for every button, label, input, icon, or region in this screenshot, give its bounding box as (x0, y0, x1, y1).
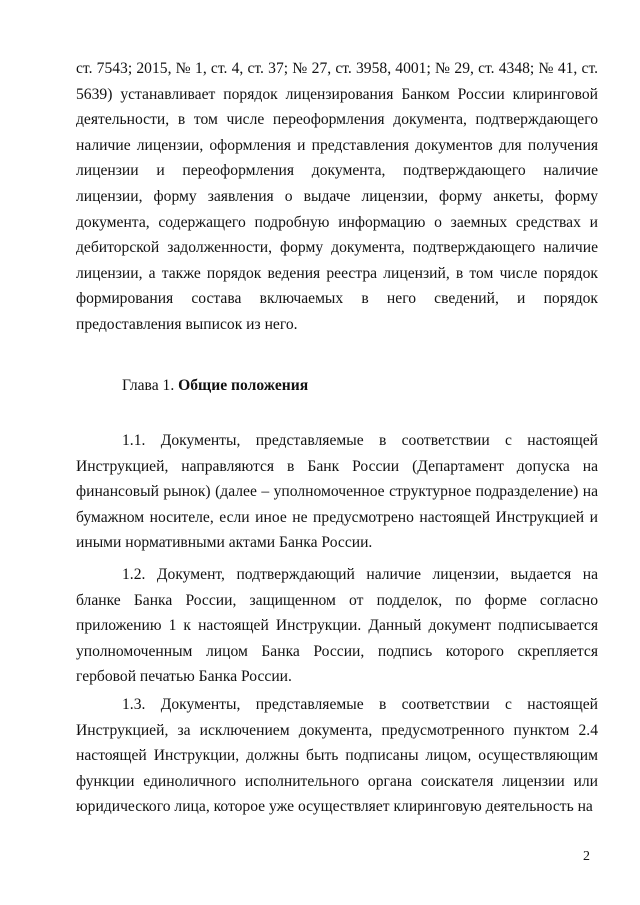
chapter-prefix: Глава 1. (122, 377, 175, 394)
chapter-heading (122, 373, 308, 399)
paragraph-1-1: 1.1. Документы, представляемые в соответствии с настоящей Инструкцией, направляются в Банк России (Департамент допуска на финансовый рынок) (далее – уполномоченное структурное подразделение) на бумажном носителе, если иное не предусмотрено настоящей Инструкцией и иными нормативными актами Банка России. (76, 432, 598, 552)
chapter-title: Общие положения (178, 377, 309, 394)
page-number: 2 (583, 849, 590, 864)
intro-paragraph: ст. 7543; 2015, № 1, ст. 4, ст. 37; № 27, ст. 3958, 4001; № 29, ст. 4348; № 41, ст. 5639) устанавливает порядок лицензирования Банком России клиринговой деятельности, в том числе переоформления документа, подтверждающего наличие лицензии, оформления и представления документов для получения лицензии и переоформления документа, подтверждающего наличие лицензии, форму заявления о выдаче лицензии, форму анкеты, форму документа, содержащего подробную информацию о заемных средствах и дебиторской задолженности, форму документа, подтверждающего наличие лицензии, а также порядок ведения реестра лицензий, в том числе порядок формирования состава включаемых в него сведений, и порядок предоставления выписок из него. (76, 60, 598, 333)
paragraph-1-3: 1.3. Документы, представляемые в соответствии с настоящей Инструкцией, за исключением документа, предусмотренного пунктом 2.4 настоящей Инструкции, должны быть подписаны лицом, осуществляющим функции единоличного исполнительного органа соискателя лицензии или юридического лица, которое уже осуществляет клиринговую деятельность на (76, 696, 598, 816)
paragraph-1-2-block (76, 562, 598, 690)
paragraph-1-3-block (76, 692, 598, 820)
paragraph-1-2: 1.2. Документ, подтверждающий наличие лицензии, выдается на бланке Банка России, защищенном от подделок, по форме согласно приложению 1 к настоящей Инструкции. Данный документ подписывается уполномоченным лицом Банка России, подпись которого скрепляется гербовой печатью Банка России. (76, 566, 598, 686)
paragraph-1-1-block (76, 428, 598, 556)
intro-paragraph-block (76, 56, 598, 338)
